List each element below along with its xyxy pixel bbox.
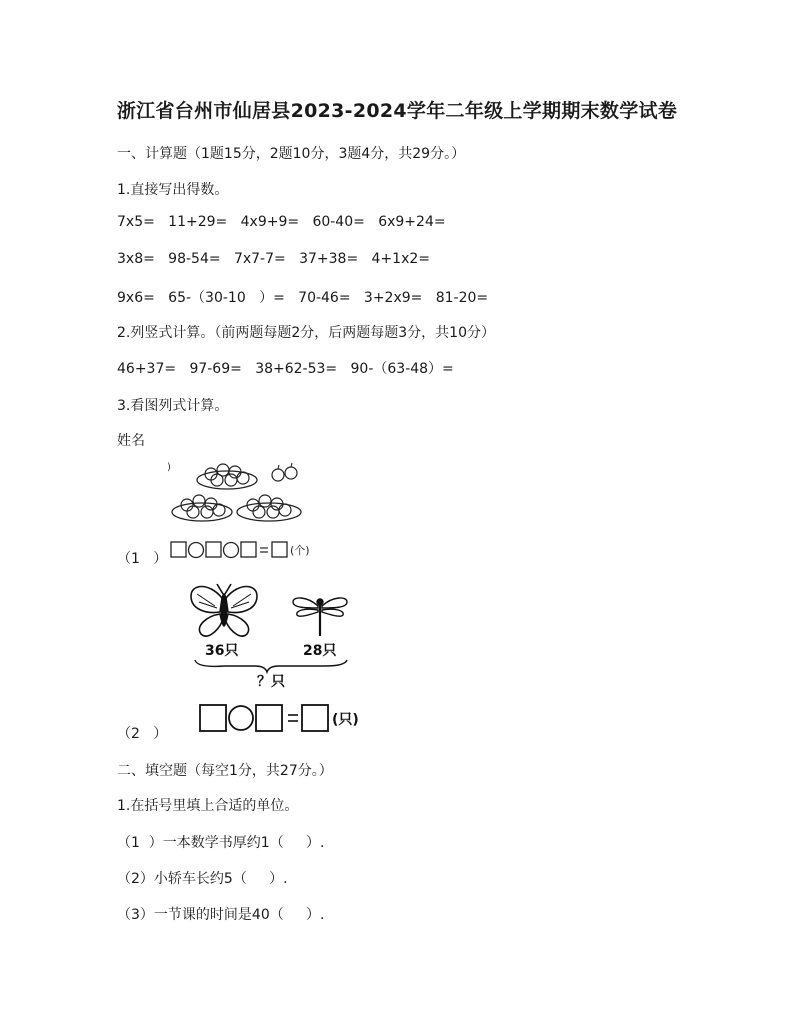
plate-top: [197, 464, 257, 489]
part2-question: ？只: [257, 674, 285, 690]
part2-left-count: 36只: [205, 643, 239, 659]
answer-box[interactable]: [241, 542, 256, 557]
part1-answer-boxes: [170, 540, 330, 560]
q1-row-1: 7x5= 11+29= 4x9+9= 60-40= 6x9+24=: [117, 214, 446, 230]
answer-box[interactable]: [256, 705, 282, 731]
answer-box[interactable]: [302, 705, 328, 731]
dragonfly-icon: [293, 598, 347, 636]
operator-circle[interactable]: [189, 543, 204, 558]
name-label: 姓名: [117, 433, 145, 449]
part2-unit: (只): [332, 712, 359, 728]
insects-figure: [185, 580, 385, 692]
q1-row-3: 9x6= 65-（30-10 ）= 70-46= 3+2x9= 81-20=: [117, 290, 489, 306]
total-brace: [195, 660, 347, 672]
section2-heading: 二、填空题（每空1分，共27分。）: [117, 763, 333, 779]
part2-answer-boxes: [198, 703, 373, 735]
exam-title: 浙江省台州市仙居县2023-2024学年二年级上学期期末数学试卷: [116, 100, 678, 122]
s2-q1-prompt: 1.在括号里填上合适的单位。: [117, 798, 299, 814]
operator-circle[interactable]: [224, 543, 239, 558]
plate-bottom-left: [172, 495, 232, 521]
loose-apples: [272, 463, 297, 481]
answer-box[interactable]: [200, 705, 226, 731]
part2-label: （2 ）: [117, 726, 168, 742]
s2-q1-item-2: （2）小轿车长约5（ ）.: [117, 871, 288, 887]
q3-prompt: 3.看图列式计算。: [117, 398, 229, 414]
answer-box[interactable]: [206, 542, 221, 557]
part2-right-count: 28只: [303, 643, 337, 659]
section1-heading: 一、计算题（1题15分，2题10分，3题4分，共29分。）: [117, 146, 466, 162]
butterfly-icon: [191, 584, 257, 636]
q1-prompt: 1.直接写出得数。: [117, 182, 229, 198]
part1-label: （1 ）: [117, 551, 168, 567]
answer-box[interactable]: [171, 542, 186, 557]
operator-circle[interactable]: [229, 706, 253, 730]
q2-prompt: 2.列竖式计算。（前两题每题2分，后两题每题3分，共10分）: [117, 325, 495, 341]
part1-unit: (个): [290, 544, 310, 557]
q1-row-2: 3x8= 98-54= 7x7-7= 37+38= 4+1x2=: [117, 251, 430, 267]
apple-plates-figure: [165, 458, 335, 530]
plate-bottom-right: [237, 495, 301, 521]
answer-box[interactable]: [272, 542, 287, 557]
svg-text:): ): [167, 462, 171, 473]
q2-row: 46+37= 97-69= 38+62-53= 90-（63-48）=: [117, 361, 454, 377]
s2-q1-item-1: （1 ）一本数学书厚约1（ ）.: [117, 835, 325, 851]
s2-q1-item-3: （3）一节课的时间是40（ ）.: [117, 907, 325, 923]
